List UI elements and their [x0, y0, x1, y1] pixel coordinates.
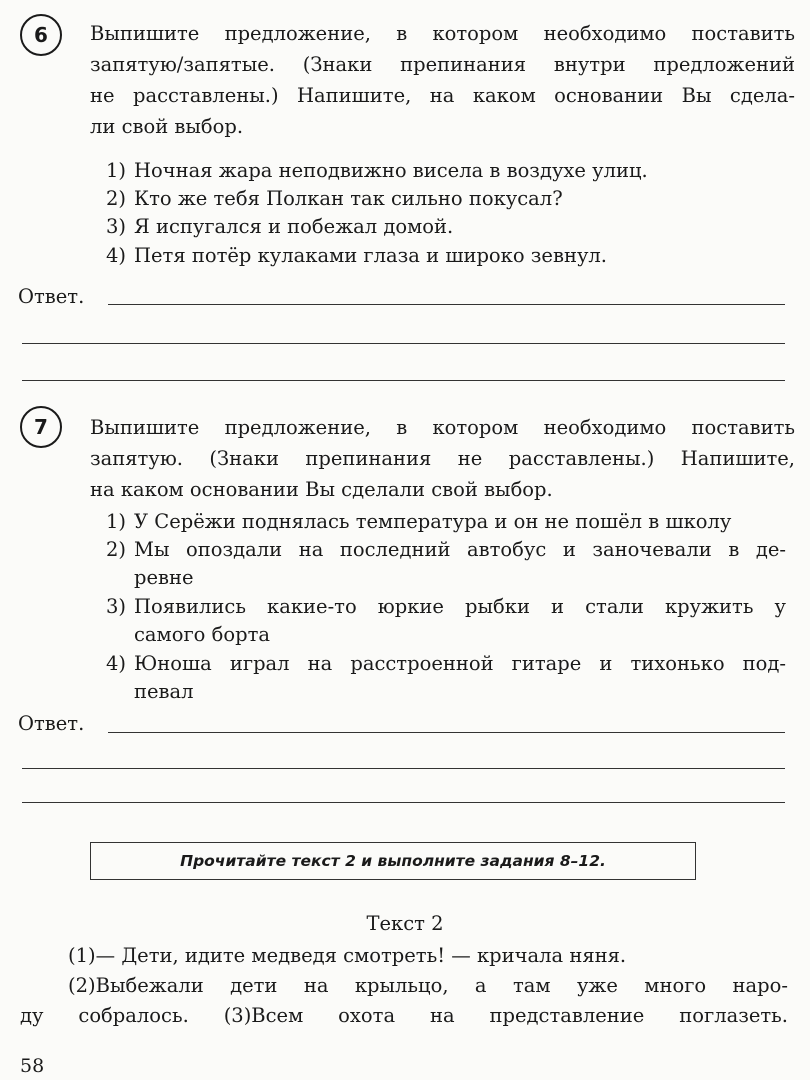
answer-line[interactable] — [22, 343, 785, 344]
option-text-continued: самого борта — [134, 623, 270, 646]
task7-instructions — [90, 412, 795, 505]
answer-line[interactable] — [108, 732, 785, 733]
page-number: 58 — [20, 1055, 45, 1077]
task6-line-4: ли свой выбор. — [90, 115, 244, 138]
option-text: Петя потёр кулаками глаза и широко зевнул. — [134, 244, 607, 267]
option-text-continued: ревне — [134, 566, 194, 589]
option-number: 2) — [105, 187, 126, 210]
task6-instructions — [90, 18, 795, 142]
answer-line[interactable] — [22, 768, 785, 769]
option-number: 3) — [105, 595, 126, 618]
option-text: Кто же тебя Полкан так сильно покусал? — [134, 187, 563, 210]
task-number-badge — [20, 406, 62, 448]
task7-line-1: Выпишите предложение, в котором необходимо поставить — [90, 416, 795, 439]
option-text: Мы опоздали на последний автобус и заночевали в де- — [134, 538, 786, 561]
task-number-badge — [20, 14, 62, 56]
answer-label: Ответ. — [18, 285, 85, 308]
task-number: 7 — [34, 415, 48, 439]
answer-line[interactable] — [22, 802, 785, 803]
option-text-continued: певал — [134, 680, 194, 703]
option-text: Ночная жара неподвижно висела в воздухе улиц. — [134, 159, 648, 182]
text2-heading: Текст 2 — [366, 912, 444, 935]
text2-sentence-3: ду собралось. (3)Всем охота на представление поглазеть. — [20, 1004, 788, 1027]
option-number: 2) — [105, 538, 126, 561]
task7-line-3: на каком основании Вы сделали свой выбор. — [90, 478, 553, 501]
answer-line[interactable] — [22, 380, 785, 381]
option-number: 1) — [105, 159, 126, 182]
task-number: 6 — [34, 23, 48, 47]
option-number: 4) — [105, 244, 126, 267]
instruction-box — [90, 842, 696, 880]
instruction-text: Прочитайте текст 2 и выполните задания 8–12. — [180, 852, 606, 870]
option-number: 1) — [105, 510, 126, 533]
task7-line-2: запятую. (Знаки препинания не расставлены.) Напишите, — [90, 447, 795, 470]
task6-line-2: запятую/запятые. (Знаки препинания внутри предложений — [90, 53, 795, 76]
answer-label: Ответ. — [18, 712, 85, 735]
option-text: Я испугался и побежал домой. — [134, 215, 454, 238]
option-text: Появились какие-то юркие рыбки и стали кружить у — [134, 595, 786, 618]
option-text: У Серёжи поднялась температура и он не пошёл в школу — [134, 510, 732, 533]
text2-sentence-2: (2)Выбежали дети на крыльцо, а там уже много наро- — [68, 974, 788, 997]
option-text: Юноша играл на расстроенной гитаре и тихонько под- — [134, 652, 786, 675]
task6-line-3: не расставлены.) Напишите, на каком основании Вы сдела- — [90, 84, 795, 107]
answer-line[interactable] — [108, 304, 785, 305]
option-number: 4) — [105, 652, 126, 675]
task6-line-1: Выпишите предложение, в котором необходимо поставить — [90, 22, 795, 45]
option-number: 3) — [105, 215, 126, 238]
text2-sentence-1: (1)— Дети, идите медведя смотреть! — кричала няня. — [68, 944, 627, 967]
